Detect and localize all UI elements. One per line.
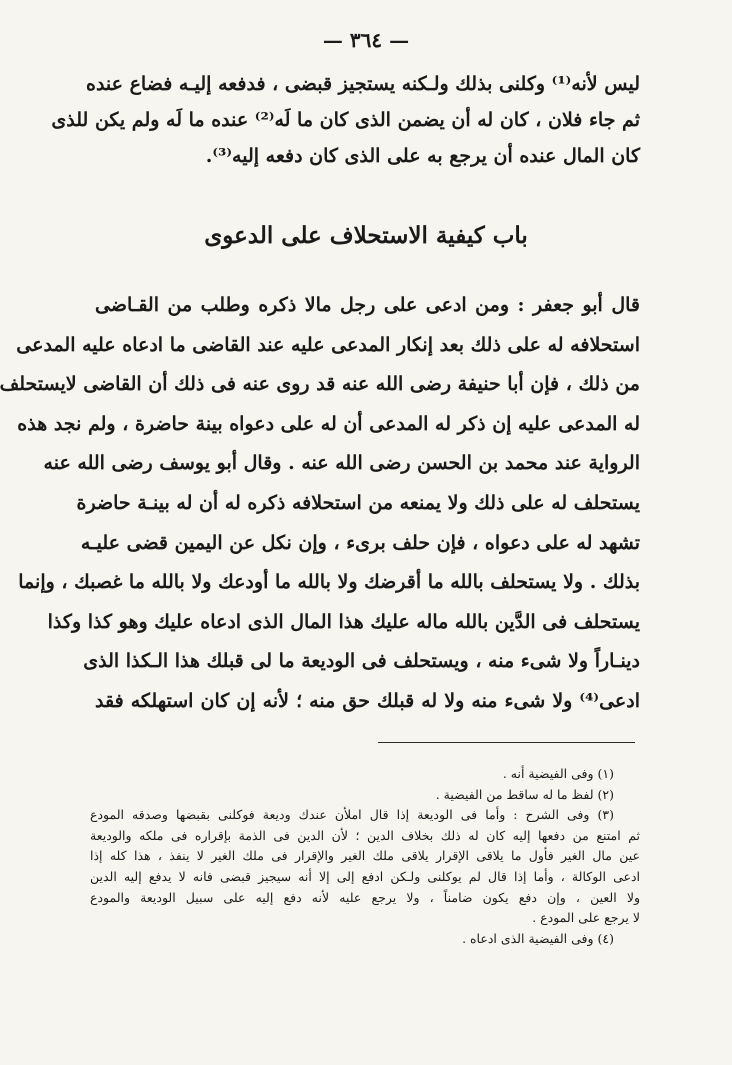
footnote-3-line: ثم امتنع من دفعها إليه كان له ذلك بخلاف الدين ؛ لأن الدين فى الذمة بإقراره فى ملكه والوديعة <box>90 827 640 843</box>
paragraph-line: استحلافه له على ذلك بعد إنكار المدعى عليه عند القاضى ما ادعاه عليه المدعى <box>16 333 640 356</box>
intro-line: ثم جاء فلان ، كان له أن يضمن الذى كان ما لَه⁽²⁾ عنده ما لَه ولم يكن للذى <box>51 109 640 131</box>
footnote-3-line: (٣) وفى الشرح : وأما فى الوديعة إذا قال املأن عندك وديعة فوكلنى بقبضها وصدقه المودع <box>90 807 614 823</box>
main-paragraph <box>0 286 640 722</box>
paragraph-line: له المدعى عليه إن ذكر له المدعى أن له على دعواه بينة حاضرة ، ولم نجد هذه <box>17 412 640 435</box>
chapter-heading: باب كيفية الاستحلاف على الدعوى <box>204 222 528 249</box>
paragraph-line: بذلك . ولا يستحلف بالله ما أقرضك ولا بالله ما أودعك ولا بالله ما غصبك ، وإنما <box>18 571 640 594</box>
footnote-3-line: عين مال الغير فأول ما يلاقى الإقرار يلاقى ملك الغير والإقرار فى ملك الغير لا ينفذ ، هذا كله إذا <box>90 848 640 864</box>
footnote-4: (٤) وفى الفيضية الذى ادعاه . <box>462 930 614 946</box>
footnote-3-line: ادعى الوكالة ، وأما إذا قال لم يوكلنى ولـكن ادفع إلى إلا أنه سيجيز قبضى فانه لا يدفع إليه الدين <box>90 868 640 884</box>
paragraph-line: من ذلك ، فإن أبا حنيفة رضى الله عنه قد روى عنه فى ذلك أن القاضى لايستحلف <box>0 373 640 396</box>
paragraph-line: قال أبو جعفر : ومن ادعى على رجل مالا ذكره وطلب من القـاضى <box>95 294 640 316</box>
paragraph-line: تشهد له على دعواه ، فإن حلف برىء ، وإن نكل عن اليمين قضى عليـه <box>80 531 640 554</box>
footnote-2: (٢) لفظ ما له ساقط من الفيضية . <box>435 786 614 802</box>
footnote-divider <box>378 742 635 743</box>
footnotes <box>90 764 640 949</box>
paragraph-line: دينـاراً ولا شىء منه ، ويستحلف فى الوديعة ما لى قبلك هذا الـكذا الذى <box>83 650 640 673</box>
intro-line: ليس لأنه⁽¹⁾ وكلنى بذلك ولـكنه يستجيز قبضى ، فدفعه إليـه فضاع عنده <box>85 73 640 95</box>
paragraph-line: الرواية عند محمد بن الحسن رضى الله عنه . وقال أبو يوسف رضى الله عنه <box>43 452 640 475</box>
paragraph-line: ادعى⁽⁴⁾ ولا شىء منه ولا له قبلك حق منه ؛ لأنه إن كان استهلكه فقد <box>95 689 640 712</box>
footnote-3-line: لا يرجع على المودع . <box>532 910 640 926</box>
footnote-1: (١) وفى الفيضية أنه . <box>502 766 614 781</box>
page-number: — ٣٦٤ — <box>322 28 410 52</box>
footnote-3-line: ولا العين ، وإن دفع يكون ضامناً ، ولا يرجع عليه لأنه دفع إليه على سبيل الوديعة والمودع <box>90 889 640 905</box>
paragraph-line: يستحلف فى الدَّين بالله ماله عليك هذا المال الذى ادعاه عليك وهو كذا وكذا <box>47 610 640 633</box>
paragraph-line: يستحلف له على ذلك ولا يمنعه من استحلافه ذكره له أن له بينـة حاضرة <box>76 491 640 514</box>
intro-line: كان المال عنده أن يرجع به على الذى كان دفعه إليه⁽³⁾. <box>205 145 640 167</box>
intro-text <box>51 66 640 174</box>
